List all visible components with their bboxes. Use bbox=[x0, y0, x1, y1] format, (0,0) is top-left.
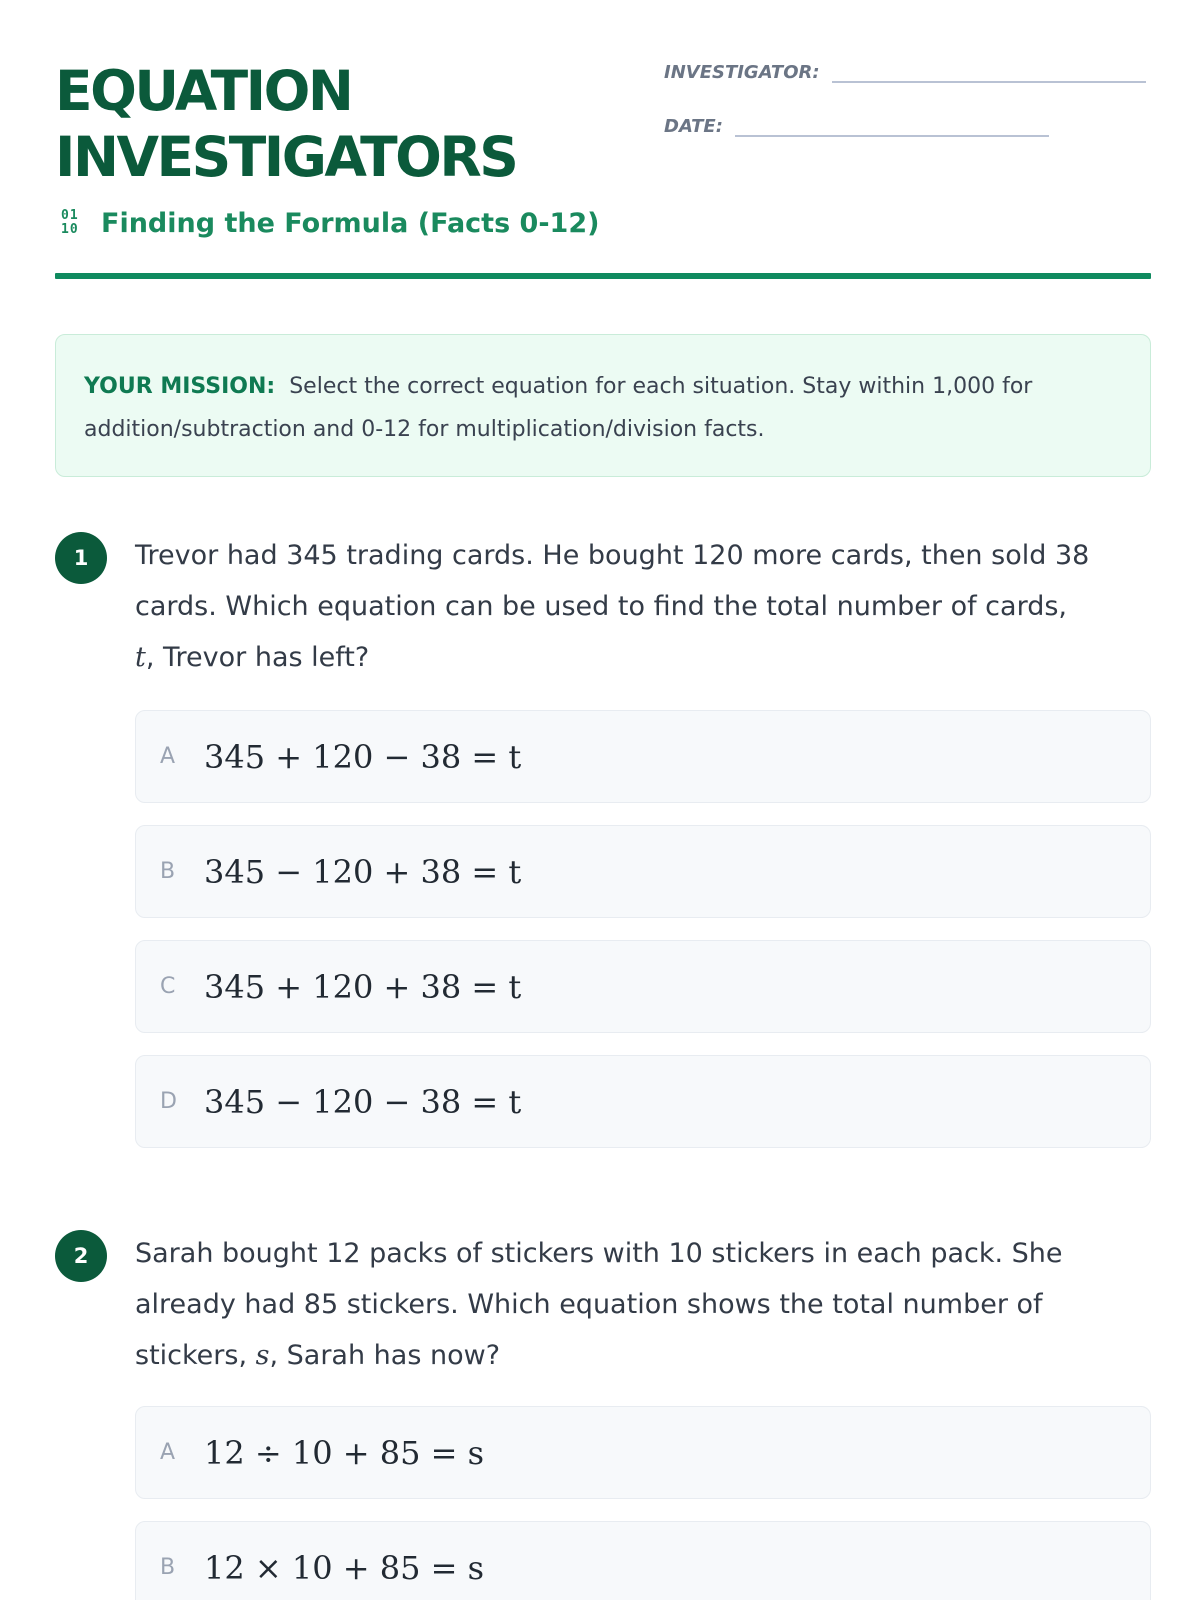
option-letter: C bbox=[160, 974, 176, 999]
answer-option-c[interactable] bbox=[135, 940, 1151, 1033]
question-text: Sarah bought 12 packs of stickers with 10 stickers in each pack. She already had 85 stickers. Which equation shows the total number of stickers, s, Sarah has now? bbox=[135, 1238, 1063, 1371]
answer-option-a[interactable] bbox=[135, 710, 1151, 803]
date-line[interactable] bbox=[735, 117, 1049, 137]
mission-box bbox=[55, 334, 1151, 477]
date-label: DATE: bbox=[664, 116, 723, 137]
question-variable: t bbox=[135, 642, 146, 673]
option-letter: B bbox=[160, 859, 176, 884]
investigator-line[interactable] bbox=[832, 63, 1146, 83]
option-letter: A bbox=[160, 1440, 176, 1465]
option-equation: 12 ÷ 10 + 85 = s bbox=[204, 1433, 485, 1472]
title-line-1: EQUATION bbox=[55, 59, 352, 123]
option-equation: 345 + 120 + 38 = t bbox=[204, 967, 522, 1006]
investigator-label: INVESTIGATOR: bbox=[664, 62, 820, 83]
option-equation: 345 + 120 − 38 = t bbox=[204, 737, 522, 776]
option-letter: B bbox=[160, 1555, 176, 1580]
worksheet-title bbox=[55, 58, 516, 190]
worksheet-header bbox=[55, 52, 1151, 284]
answer-option-d[interactable] bbox=[135, 1055, 1151, 1148]
option-letter: D bbox=[160, 1089, 177, 1114]
question-number-badge: 2 bbox=[55, 1230, 107, 1282]
option-letter: A bbox=[160, 744, 176, 769]
question-variable: s bbox=[255, 1340, 270, 1371]
title-line-2: INVESTIGATORS bbox=[55, 125, 517, 189]
option-equation: 345 − 120 − 38 = t bbox=[204, 1082, 522, 1121]
mission-label: YOUR MISSION: bbox=[84, 374, 276, 399]
date-field[interactable] bbox=[664, 116, 1049, 137]
subtitle-text: Finding the Formula (Facts 0-12) bbox=[101, 208, 600, 239]
answer-option-a[interactable] bbox=[135, 1406, 1151, 1499]
answer-option-b[interactable] bbox=[135, 1521, 1151, 1600]
option-equation: 345 − 120 + 38 = t bbox=[204, 852, 522, 891]
mission-text: Select the correct equation for each situation. Stay within 1,000 for addition/subtraction and 0-12 for multiplication/division facts. bbox=[84, 374, 1033, 442]
answer-option-b[interactable] bbox=[135, 825, 1151, 918]
header-divider bbox=[55, 273, 1151, 279]
question-text: Trevor had 345 trading cards. He bought 120 more cards, then sold 38 cards. Which equation can be used to find the total number of cards, t, Trevor has left? bbox=[135, 540, 1090, 673]
worksheet-subtitle bbox=[61, 208, 599, 239]
investigator-field[interactable] bbox=[664, 62, 1146, 83]
binary-icon: 01 10 bbox=[61, 207, 79, 237]
option-equation: 12 × 10 + 85 = s bbox=[204, 1548, 485, 1587]
question-number-badge: 1 bbox=[55, 532, 107, 584]
